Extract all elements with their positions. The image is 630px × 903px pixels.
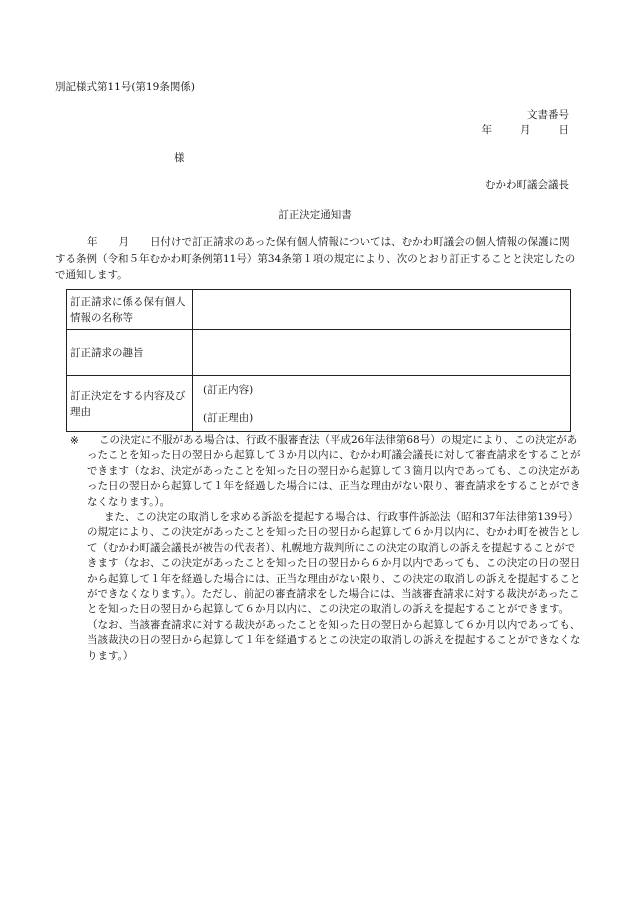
correction-details-table [66,289,571,432]
date-month-label: 月 [520,124,531,136]
row-value-info-name [193,290,571,330]
date-day-label: 日 [558,124,569,136]
sender-name: むかわ町議会議長 [485,179,569,191]
addressee-honorific: 様 [174,152,185,164]
date-fields [482,122,570,138]
note-paragraph-appeal: この決定に不服がある場合は、行政不服審査法（平成26年法律第68号）の規定により、この決定があったことを知った日の翌日から起算して３か月以内に、むかわ町議会議長に対して審査請求をすることができます（なお、決定があったことを知った日の翌日から起算して３箇月以内であっても、この決定があった日の翌日から起算して１年を経過した場合には、正当な理由がない限り、審査請求をすることができなくなります。）。 [87,434,581,508]
row-label-decision-content: 訂正決定をする内容及び理由 [67,376,193,432]
note-mark: ※ [70,435,79,447]
row-label-info-name: 訂正請求に係る保有個人情報の名称等 [67,290,193,330]
correction-reason-label: (訂正理由) [203,411,254,424]
row-label-request-purpose: 訂正請求の趣旨 [67,330,193,376]
table-row [67,376,571,432]
table-row [67,330,571,376]
intro-paragraph: 年 月 日付けで訂正請求のあった保有個人情報については、むかわ町議会の個人情報の保護に関する条例（令和５年むかわ町条例第11号）第34条第１項の規定により、次のとおり訂正することと決定したので通知します。 [55,236,576,281]
document-number-label: 文書番号 [527,109,569,121]
form-reference: 別記様式第11号(第19条関係) [55,81,195,93]
correction-content-label: (訂正内容) [203,383,254,396]
document-title: 訂正決定通知書 [278,209,352,221]
note-paragraph-lawsuit: また、この決定の取消しを求める訴訟を提起する場合は、行政事件訴訟法（昭和37年法律第139号）の規定により、この決定があったことを知った日の翌日から起算して６か月以内に、むかわ町を被告として（むかわ町議会議長が被告の代表者）、札幌地方裁判所にこの決定の取消しの訴えを提起することができます（なお、この決定があったことを知った日の翌日から６か月以内であっても、この決定の日の翌日から起算して１年を経過した場合には、正当な理由がない限り、この決定の取消しの訴えを提起することができなくなります。）。ただし、前記の審査請求をした場合には、当該審査請求に対する裁決があったことを知った日の翌日から起算して６か月以内に、この決定の取消しの訴えを提起することができます。（なお、当該審査請求に対する裁決があったことを知った日の翌日から起算して６か月以内であっても、当該裁決の日の翌日から起算して１年を経過するとこの決定の取消しの訴えを提起することができなくなります。） [87,511,581,662]
date-year-label: 年 [481,124,492,136]
table-row [67,290,571,330]
row-value-decision-content [193,376,571,432]
row-value-request-purpose [193,330,571,376]
notice-section [70,433,582,664]
